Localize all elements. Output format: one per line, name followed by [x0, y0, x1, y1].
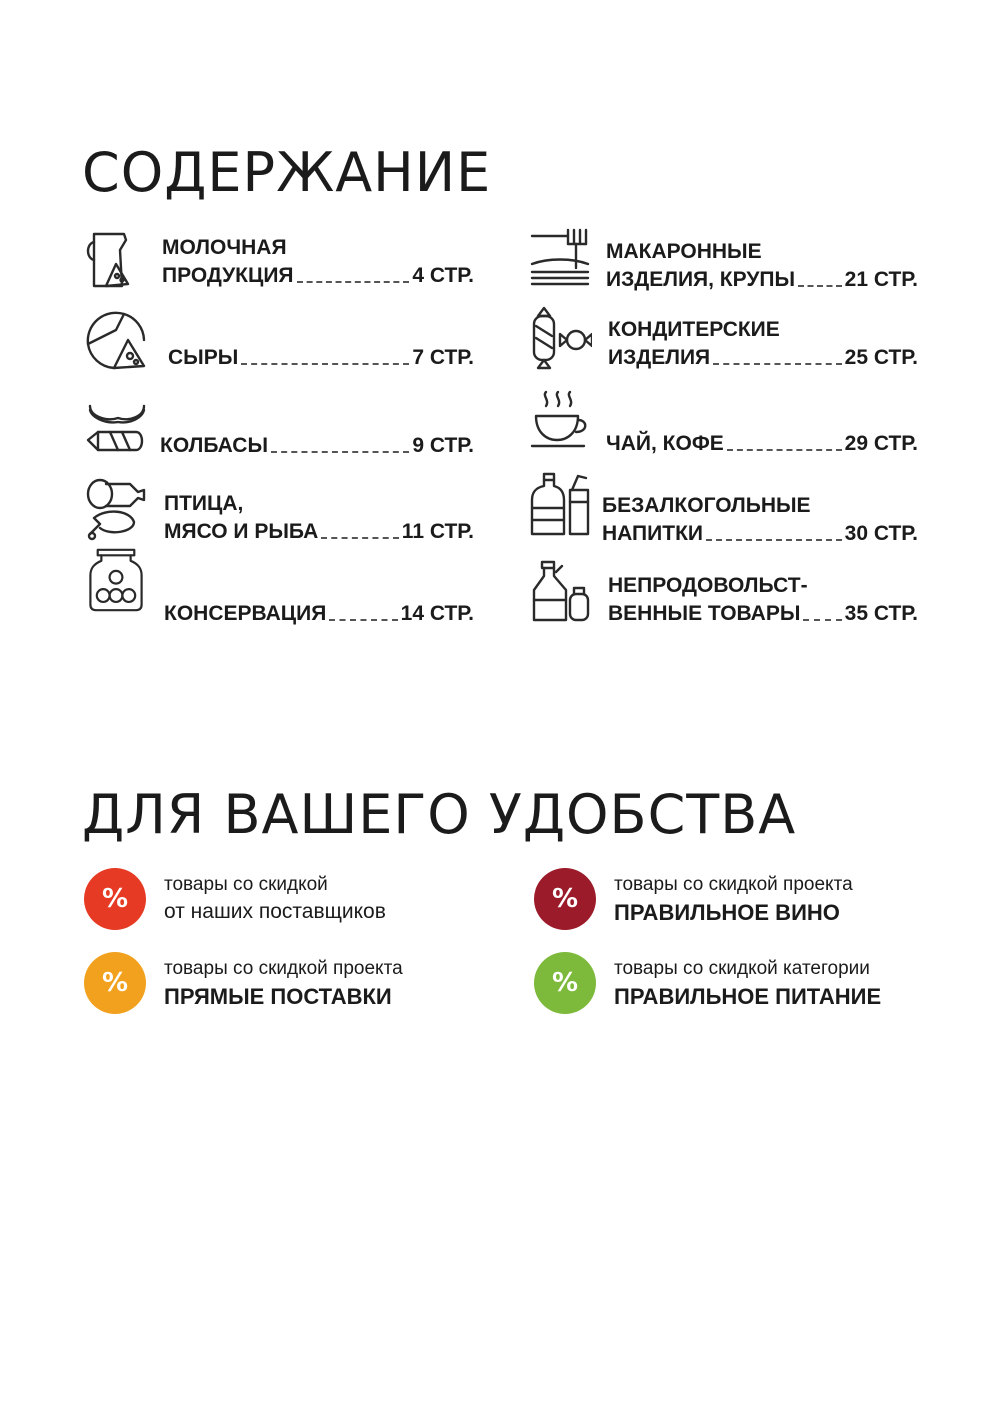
- toc-label-line1: НЕПРОДОВОЛЬСТ-: [608, 574, 808, 597]
- percent-badge-icon: %: [534, 868, 596, 930]
- toc-label-line1: МОЛОЧНАЯ: [162, 236, 287, 259]
- convenience-title: ДЛЯ ВАШЕГО УДОБСТВА: [82, 783, 797, 846]
- toc-label-line2: ИЗДЕЛИЯ, КРУПЫ: [606, 268, 796, 291]
- toc-page-number: 29 СТР.: [844, 432, 918, 455]
- leader-dots: [321, 537, 398, 539]
- sausage-icon: [84, 398, 148, 462]
- toc-entry-drinks[interactable]: [528, 472, 918, 562]
- toc-label-line2: СЫРЫ: [168, 346, 239, 369]
- coffee-cup-icon: [528, 388, 592, 452]
- toc-entry-sausage[interactable]: [84, 398, 474, 488]
- legend-healthy-food-discount: [534, 952, 954, 1016]
- leader-dots: [727, 449, 842, 451]
- pasta-icon: [528, 228, 592, 292]
- toc-label-line1: БЕЗАЛКОГОЛЬНЫЕ: [602, 494, 811, 517]
- percent-badge-icon: %: [84, 952, 146, 1014]
- legend-line2: ПРЯМЫЕ ПОСТАВКИ: [164, 984, 392, 1009]
- poultry-icon: [84, 478, 148, 542]
- legend-line2: ПРАВИЛЬНОЕ ПИТАНИЕ: [614, 984, 882, 1009]
- toc-page-number: 11 СТР.: [401, 520, 474, 543]
- toc-page-number: 21 СТР.: [844, 268, 918, 291]
- leader-dots: [297, 281, 410, 283]
- jar-icon: [84, 548, 148, 612]
- leader-dots: [241, 363, 409, 365]
- legend-line1: товары со скидкой проекта: [614, 874, 853, 895]
- toc-label-line1: КОНДИТЕРСКИЕ: [608, 318, 780, 341]
- legend-line2: от наших поставщиков: [164, 900, 386, 923]
- leader-dots: [803, 619, 841, 621]
- toc-page-number: 30 СТР.: [844, 522, 918, 545]
- toc-label-line2: НАПИТКИ: [602, 522, 703, 545]
- milk-jug-icon: [84, 228, 148, 292]
- toc-entry-pasta[interactable]: [528, 228, 918, 318]
- toc-label-line2: ИЗДЕЛИЯ: [608, 346, 711, 369]
- toc-entry-dairy[interactable]: [84, 228, 474, 318]
- legend-line1: товары со скидкой категории: [614, 958, 870, 979]
- legend-line2: ПРАВИЛЬНОЕ ВИНО: [614, 900, 840, 925]
- toc-page-number: 7 СТР.: [412, 346, 474, 369]
- toc-label-line2: МЯСО И РЫБА: [164, 520, 319, 543]
- toc-page-number: 35 СТР.: [844, 602, 918, 625]
- toc-label-line2: ВЕННЫЕ ТОВАРЫ: [608, 602, 801, 625]
- contents-title: СОДЕРЖАНИЕ: [82, 141, 492, 204]
- toc-entry-confectionery[interactable]: [528, 306, 918, 396]
- leader-dots: [329, 619, 397, 621]
- toc-page-number: 4 СТР.: [412, 264, 474, 287]
- candy-icon: [528, 306, 592, 370]
- leader-dots: [798, 285, 842, 287]
- toc-label-line2: КОЛБАСЫ: [160, 434, 269, 457]
- bottle-icon: [528, 472, 592, 536]
- leader-dots: [271, 451, 409, 453]
- toc-entry-cheese[interactable]: [84, 310, 474, 400]
- toc-page-number: 9 СТР.: [412, 434, 474, 457]
- toc-page-number: 14 СТР.: [400, 602, 474, 625]
- toc-entry-household[interactable]: [528, 560, 918, 650]
- toc-label-line1: МАКАРОННЫЕ: [606, 240, 762, 263]
- leader-dots: [706, 539, 842, 541]
- legend-supplier-discount: [84, 868, 504, 932]
- toc-label-line1: ПТИЦА,: [164, 492, 244, 515]
- toc-entry-tea-coffee[interactable]: [528, 388, 918, 478]
- percent-badge-icon: %: [534, 952, 596, 1014]
- toc-label-line2: ПРОДУКЦИЯ: [162, 264, 294, 287]
- cheese-icon: [84, 310, 148, 374]
- toc-page-number: 25 СТР.: [844, 346, 918, 369]
- percent-badge-icon: %: [84, 868, 146, 930]
- legend-line1: товары со скидкой: [164, 874, 328, 895]
- legend-direct-supply-discount: [84, 952, 504, 1016]
- legend-line1: товары со скидкой проекта: [164, 958, 403, 979]
- toc-label-line2: КОНСЕРВАЦИЯ: [164, 602, 327, 625]
- leader-dots: [713, 363, 842, 365]
- toc-entry-canned[interactable]: [84, 548, 474, 638]
- household-icon: [528, 560, 592, 624]
- toc-label-line2: ЧАЙ, КОФЕ: [606, 432, 724, 455]
- legend-wine-discount: [534, 868, 954, 932]
